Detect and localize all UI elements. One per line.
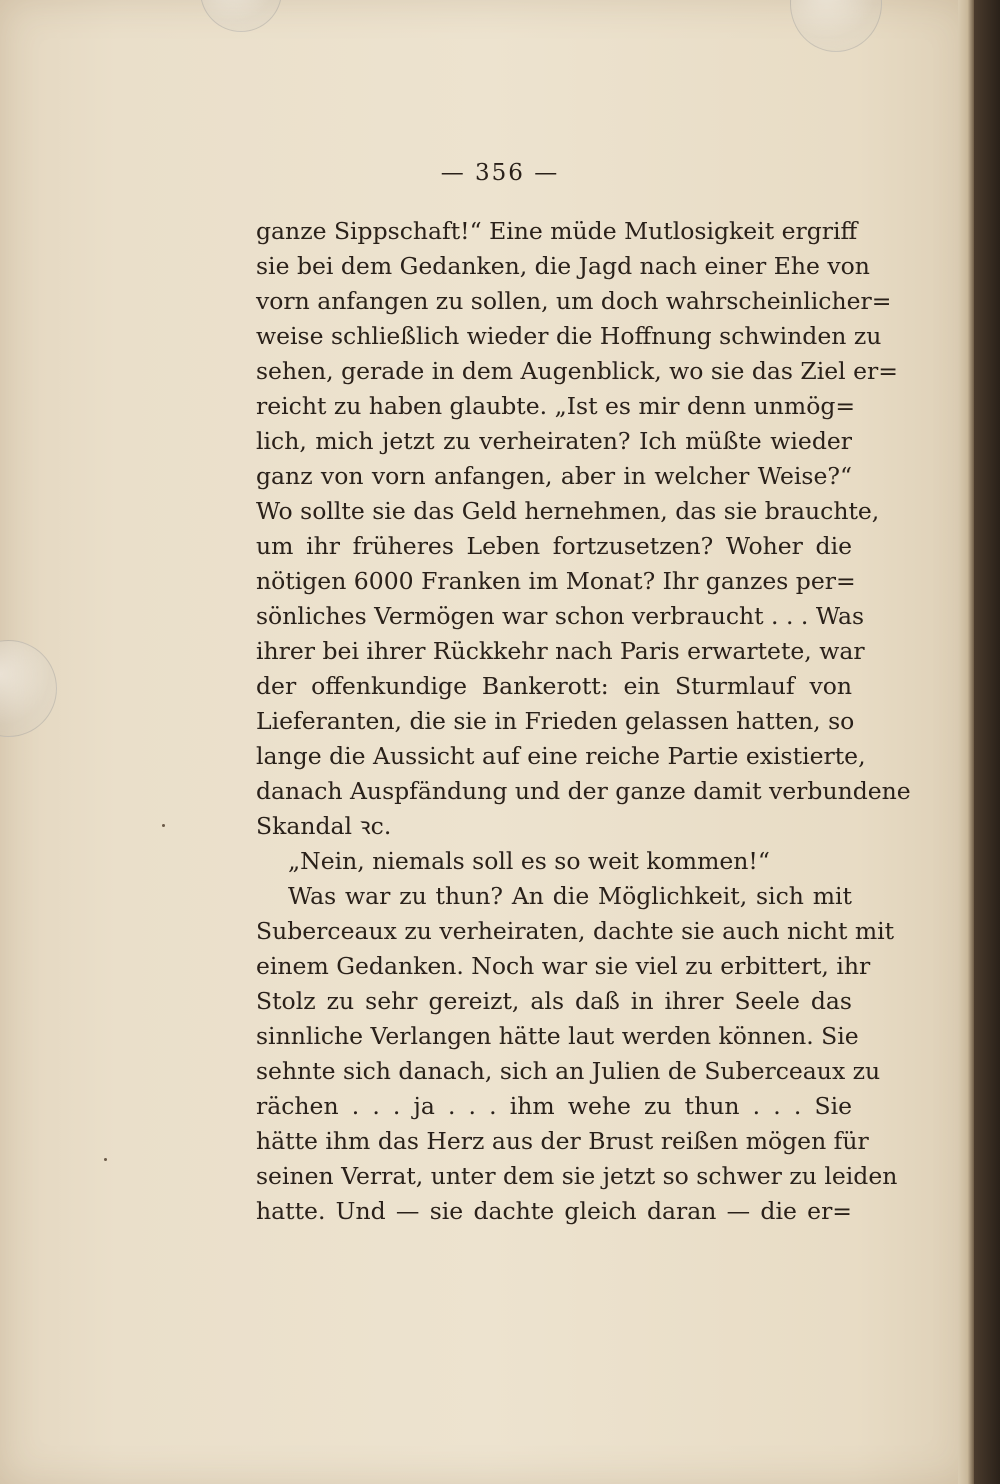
text-line: „Nein, niemals soll es so weit kommen!“	[288, 847, 770, 875]
text-line: sönliches Vermögen war schon verbraucht . . . Was	[256, 602, 865, 630]
text-line: einem Gedanken. Noch war sie viel zu erbittert, ihr	[256, 952, 871, 980]
body-text	[256, 214, 911, 1229]
text-line: ganze Sippschaft!“ Eine müde Mutlosigkeit ergriff	[256, 217, 858, 245]
page-number: — 356 —	[440, 160, 560, 186]
text-line: Skandal ꝛc.	[256, 812, 392, 840]
text-line: Lieferanten, die sie in Frieden gelassen hatten, so	[256, 707, 855, 735]
text-line: um ihr früheres Leben fortzusetzen? Woher die	[256, 532, 852, 560]
text-line: der offenkundige Bankerott: ein Sturmlauf von	[256, 672, 852, 700]
page-edge	[958, 0, 974, 1484]
text-line: weise schließlich wieder die Hoffnung schwinden zu	[256, 322, 882, 350]
text-line: lange die Aussicht auf eine reiche Partie existierte,	[256, 742, 866, 770]
text-line: sinnliche Verlangen hätte laut werden können. Sie	[256, 1022, 859, 1050]
text-line: danach Auspfändung und der ganze damit verbundene	[256, 777, 911, 805]
text-line: seinen Verrat, unter dem sie jetzt so schwer zu leiden	[256, 1162, 898, 1190]
text-line: Stolz zu sehr gereizt, als daß in ihrer Seele das	[256, 987, 852, 1015]
text-line: Was war zu thun? An die Möglichkeit, sich mit	[288, 882, 852, 910]
text-line: sehnte sich danach, sich an Julien de Suberceaux zu	[256, 1057, 881, 1085]
text-line: hatte. Und — sie dachte gleich daran — die er=	[256, 1197, 852, 1225]
text-line: nötigen 6000 Franken im Monat? Ihr ganzes per=	[256, 567, 856, 595]
text-line: reicht zu haben glaubte. „Ist es mir denn unmög=	[256, 392, 856, 420]
text-line: ganz von vorn anfangen, aber in welcher Weise?“	[256, 462, 852, 490]
paper-speck	[162, 824, 165, 827]
text-line: vorn anfangen zu sollen, um doch wahrscheinlicher=	[256, 287, 892, 315]
text-line: ihrer bei ihrer Rückkehr nach Paris erwartete, war	[256, 637, 865, 665]
text-line: sie bei dem Gedanken, die Jagd nach einer Ehe von	[256, 252, 870, 280]
text-line: hätte ihm das Herz aus der Brust reißen mögen für	[256, 1127, 869, 1155]
text-line: sehen, gerade in dem Augenblick, wo sie das Ziel er=	[256, 357, 898, 385]
paper-speck	[104, 1158, 107, 1161]
text-line: Suberceaux zu verheiraten, dachte sie auch nicht mit	[256, 917, 895, 945]
text-line: rächen . . . ja . . . ihm wehe zu thun . . . Sie	[256, 1092, 852, 1120]
text-line: Wo sollte sie das Geld hernehmen, das sie brauchte,	[256, 497, 880, 525]
text-line: lich, mich jetzt zu verheiraten? Ich müßte wieder	[256, 427, 852, 455]
book-binding	[974, 0, 1000, 1484]
